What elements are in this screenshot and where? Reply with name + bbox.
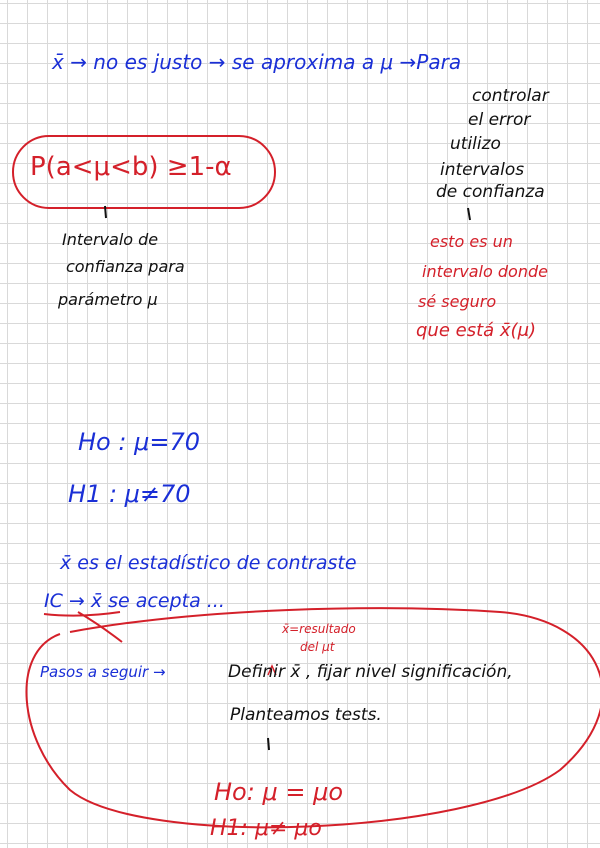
- top-line-3: el error: [468, 110, 531, 130]
- arrow-down-steps: [268, 738, 269, 750]
- top-line-5: intervalos: [440, 160, 525, 180]
- top-line-2: controlar: [472, 86, 549, 106]
- steps-annotation-1: x̄=resultado: [282, 622, 356, 636]
- red-note-line-2: intervalo donde: [422, 262, 548, 281]
- left-note-line-2: confianza para: [66, 257, 185, 276]
- red-note-line-4: que está x̄(μ): [416, 320, 537, 341]
- connector-tick-left: [105, 206, 106, 218]
- red-note-line-3: sé seguro: [418, 292, 497, 311]
- left-note-line-3: parámetro μ: [58, 290, 158, 309]
- top-line-4: utilizo: [450, 134, 501, 154]
- statistic-line-2: IC → x̄ se acepta ...: [44, 590, 225, 612]
- arrow-down-red-note: [468, 208, 470, 220]
- steps-main-text: Definir x̄ , fijar nivel significación,: [228, 662, 513, 682]
- statistic-line-1: x̄ es el estadístico de contraste: [60, 552, 357, 574]
- alternative-hypothesis: H1 : μ≠70: [68, 480, 191, 508]
- steps-line-2: Planteamos tests.: [230, 705, 382, 725]
- top-line-6: de confianza: [436, 182, 545, 202]
- top-line-1: x̄ → no es justo → se aproxima a μ →Para: [52, 50, 462, 74]
- steps-alt-hypothesis: H1: μ≠ μo: [210, 816, 322, 841]
- steps-annotation-2: del μt: [300, 640, 335, 654]
- null-hypothesis: Ho : μ=70: [78, 428, 200, 456]
- red-note-line-1: esto es un: [430, 232, 513, 251]
- confidence-formula: P(a<μ<b) ≥1-α: [30, 152, 232, 182]
- steps-null-hypothesis: Ho: μ = μo: [214, 778, 344, 806]
- steps-prefix: Pasos a seguir →: [40, 663, 166, 681]
- left-note-line-1: Intervalo de: [62, 230, 159, 249]
